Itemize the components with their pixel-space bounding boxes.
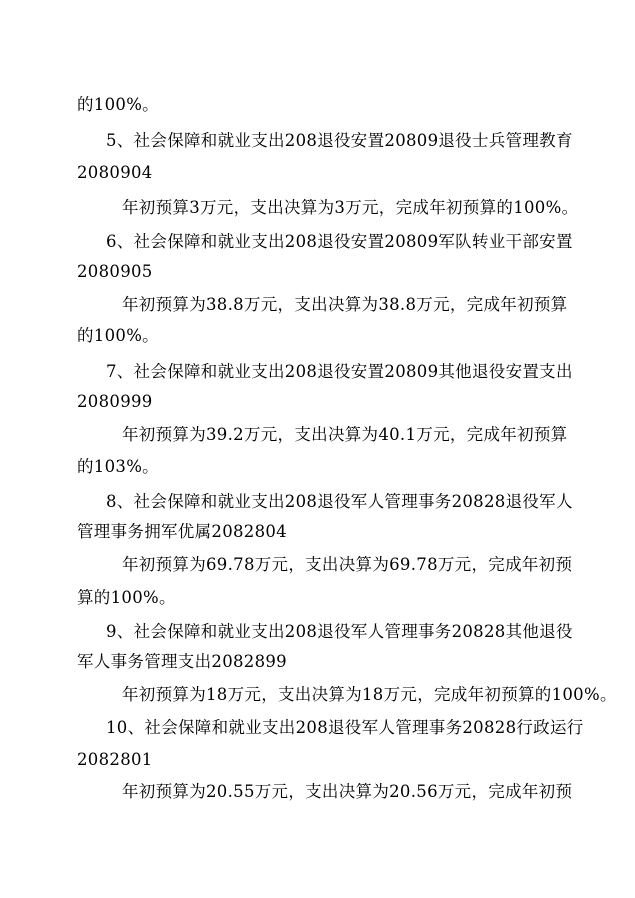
item-heading-continued: 管理事务拥军优属2082804 [77, 522, 287, 541]
item-heading: 6、社会保障和就业支出208退役安置20809军队转业干部安置 [106, 232, 573, 251]
item-heading: 9、社会保障和就业支出208退役军人管理事务20828其他退役 [106, 622, 573, 641]
item-detail: 年初预算为39.2万元，支出决算为40.1万元，完成年初预算 [122, 425, 568, 444]
item-heading: 10、社会保障和就业支出208退役军人管理事务20828行政运行 [106, 718, 584, 737]
item-detail: 年初预算为18万元，支出决算为18万元，完成年初预算的100%。 [122, 685, 617, 704]
item-code: 2080999 [77, 392, 153, 411]
item-detail: 年初预算为20.55万元，支出决算为20.56万元，完成年初预 [122, 782, 573, 801]
text-line: 的100%。 [77, 95, 159, 114]
item-heading: 7、社会保障和就业支出208退役安置20809其他退役安置支出 [106, 362, 573, 381]
text-line: 的103%。 [77, 457, 159, 476]
item-detail: 年初预算为38.8万元，支出决算为38.8万元，完成年初预算 [122, 295, 568, 314]
text-line: 算的100%。 [77, 588, 176, 607]
item-code: 2082801 [77, 750, 153, 769]
item-detail: 年初预算3万元，支出决算为3万元，完成年初预算的100%。 [122, 198, 579, 217]
item-code: 2080904 [77, 163, 153, 182]
item-detail: 年初预算为69.78万元，支出决算为69.78万元，完成年初预 [122, 555, 573, 574]
item-code: 2080905 [77, 262, 153, 281]
item-heading: 5、社会保障和就业支出208退役安置20809退役士兵管理教育 [106, 131, 573, 150]
item-heading-continued: 军人事务管理支出2082899 [77, 652, 287, 671]
text-line: 的100%。 [77, 326, 159, 345]
item-heading: 8、社会保障和就业支出208退役军人管理事务20828退役军人 [106, 492, 573, 511]
